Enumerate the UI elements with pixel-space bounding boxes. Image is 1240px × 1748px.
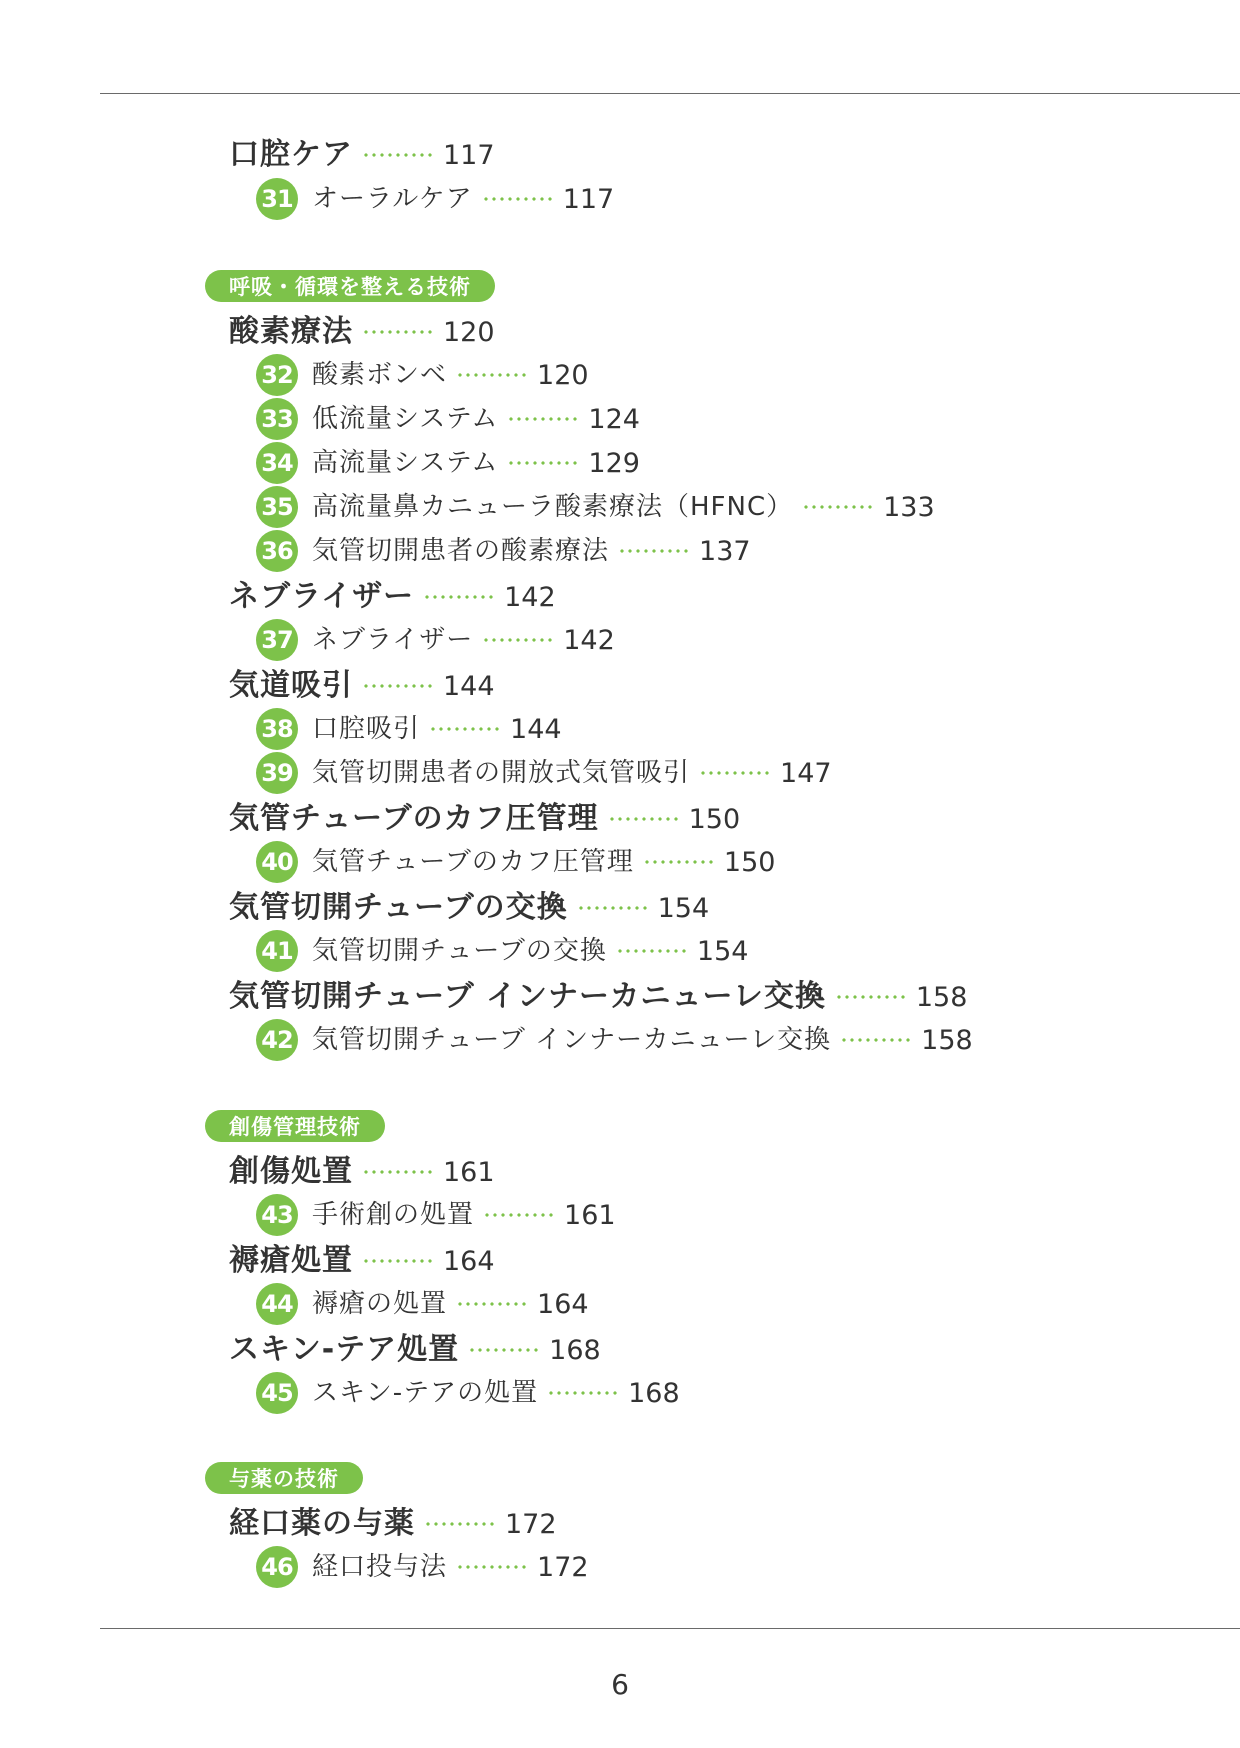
toc-item[interactable] [256, 530, 751, 572]
toc-topic[interactable] [229, 579, 556, 614]
dot-leader [362, 684, 434, 688]
page-ref: 164 [443, 1245, 495, 1277]
dot-leader [616, 949, 688, 953]
page-ref: 144 [510, 713, 562, 745]
topic-label: 気管切開チューブの交換 [229, 890, 568, 925]
page-ref: 124 [588, 403, 640, 435]
toc-item[interactable] [256, 752, 832, 794]
item-label: 高流量システム [312, 448, 499, 478]
page-ref: 161 [443, 1156, 495, 1188]
dot-leader [456, 1302, 528, 1306]
dot-leader [547, 1391, 619, 1395]
section-heading-medication: 与薬の技術 [205, 1462, 363, 1494]
page-ref: 142 [504, 581, 556, 613]
topic-label: 口腔ケア [229, 137, 353, 172]
item-number-badge: 37 [256, 619, 298, 661]
dot-leader [699, 771, 771, 775]
item-number-badge: 41 [256, 930, 298, 972]
toc-item[interactable] [256, 1194, 616, 1236]
toc-item[interactable] [256, 1019, 973, 1061]
dot-leader [482, 197, 554, 201]
page-ref: 120 [537, 359, 589, 391]
page-ref: 144 [443, 670, 495, 702]
dot-leader [362, 1170, 434, 1174]
dot-leader [456, 373, 528, 377]
item-label: 気管切開チューブ インナーカニューレ交換 [312, 1025, 832, 1055]
dot-leader [362, 1259, 434, 1263]
item-label: 口腔吸引 [312, 714, 421, 744]
page-ref: 161 [564, 1199, 616, 1231]
topic-label: スキン-テア処置 [229, 1332, 460, 1367]
item-number-badge: 45 [256, 1372, 298, 1414]
item-number-badge: 43 [256, 1194, 298, 1236]
dot-leader [429, 727, 501, 731]
page-ref: 168 [549, 1334, 601, 1366]
item-number-badge: 40 [256, 841, 298, 883]
item-label: 低流量システム [312, 404, 499, 434]
item-number-badge: 31 [256, 178, 298, 220]
dot-leader [507, 417, 579, 421]
topic-label: 創傷処置 [229, 1154, 353, 1189]
item-label: 高流量鼻カニューラ酸素療法（HFNC） [312, 492, 794, 522]
dot-leader [577, 906, 649, 910]
section-heading-respiration: 呼吸・循環を整える技術 [205, 270, 495, 302]
toc-topic[interactable] [229, 1154, 495, 1189]
page-ref: 154 [657, 892, 710, 924]
page-ref: 158 [921, 1024, 973, 1056]
page-ref: 147 [780, 757, 832, 789]
toc-item[interactable] [256, 1283, 589, 1325]
topic-label: 酸素療法 [229, 314, 353, 349]
page-ref: 164 [537, 1288, 589, 1320]
item-number-badge: 32 [256, 354, 298, 396]
page-ref: 150 [688, 803, 741, 835]
item-label: スキン-テアの処置 [312, 1378, 539, 1408]
page-ref: 129 [588, 447, 640, 479]
section-heading-wound-care: 創傷管理技術 [205, 1110, 385, 1142]
dot-leader [456, 1565, 528, 1569]
item-label: 酸素ボンベ [312, 360, 448, 390]
topic-label: 気管切開チューブ インナーカニューレ交換 [229, 979, 826, 1014]
dot-leader [362, 153, 434, 157]
dot-leader [483, 1213, 555, 1217]
page-ref: 154 [696, 935, 749, 967]
item-number-badge: 46 [256, 1546, 298, 1588]
toc-topic[interactable] [229, 979, 968, 1014]
item-number-badge: 36 [256, 530, 298, 572]
dot-leader [507, 461, 579, 465]
item-number-badge: 42 [256, 1019, 298, 1061]
toc-item[interactable] [256, 442, 640, 484]
page-ref: 133 [883, 491, 935, 523]
dot-leader [643, 860, 715, 864]
dot-leader [835, 995, 907, 999]
item-label: 気管チューブのカフ圧管理 [312, 847, 634, 877]
topic-label: 経口薬の与薬 [229, 1506, 415, 1541]
page-ref: 117 [443, 139, 495, 171]
item-label: 気管切開患者の開放式気管吸引 [312, 758, 691, 788]
item-number-badge: 34 [256, 442, 298, 484]
item-number-badge: 33 [256, 398, 298, 440]
toc-topic[interactable] [229, 1243, 495, 1278]
page-ref: 142 [563, 624, 615, 656]
page-number: 6 [611, 1668, 629, 1701]
toc-topic[interactable] [229, 890, 710, 925]
dot-leader [618, 549, 690, 553]
dot-leader [423, 595, 495, 599]
page-ref: 120 [443, 316, 495, 348]
dot-leader [482, 638, 554, 642]
toc-item[interactable] [256, 486, 935, 528]
toc-item[interactable] [256, 398, 640, 440]
page-ref: 172 [505, 1508, 557, 1540]
toc-topic[interactable] [229, 314, 495, 349]
page-ref: 117 [562, 183, 615, 215]
item-number-badge: 35 [256, 486, 298, 528]
item-label: 褥瘡の処置 [312, 1289, 448, 1319]
toc-topic[interactable] [229, 137, 495, 172]
page-ref: 150 [723, 846, 776, 878]
dot-leader [840, 1038, 912, 1042]
page-ref: 172 [537, 1551, 589, 1583]
page-ref: 137 [699, 535, 751, 567]
item-label: 気管切開患者の酸素療法 [312, 536, 610, 566]
item-number-badge: 38 [256, 708, 298, 750]
item-label: ネブライザー [312, 625, 474, 655]
top-rule [100, 93, 1240, 94]
page-ref: 158 [915, 981, 968, 1013]
topic-label: ネブライザー [229, 579, 415, 614]
bottom-rule [100, 1628, 1240, 1629]
page-ref: 168 [628, 1377, 680, 1409]
dot-leader [608, 817, 680, 821]
toc-item[interactable] [256, 1546, 589, 1588]
toc-topic[interactable] [229, 1506, 557, 1541]
dot-leader [424, 1522, 496, 1526]
dot-leader [362, 330, 434, 334]
toc-item[interactable] [256, 354, 589, 396]
dot-leader [468, 1348, 540, 1352]
toc-item[interactable] [256, 841, 775, 883]
topic-label: 気道吸引 [229, 668, 353, 703]
toc-item[interactable] [256, 930, 748, 972]
topic-label: 気管チューブのカフ圧管理 [229, 801, 599, 836]
item-label: オーラルケア [312, 184, 473, 214]
toc-item[interactable] [256, 178, 614, 220]
item-number-badge: 39 [256, 752, 298, 794]
toc-topic[interactable] [229, 1332, 601, 1367]
topic-label: 褥瘡処置 [229, 1243, 353, 1278]
item-number-badge: 44 [256, 1283, 298, 1325]
item-label: 経口投与法 [312, 1552, 448, 1582]
item-label: 気管切開チューブの交換 [312, 936, 607, 966]
dot-leader [802, 505, 874, 509]
toc-topic[interactable] [229, 801, 741, 836]
toc-topic[interactable] [229, 668, 495, 703]
toc-item[interactable] [256, 1372, 680, 1414]
item-label: 手術創の処置 [312, 1200, 475, 1230]
toc-item[interactable] [256, 708, 562, 750]
toc-item[interactable] [256, 619, 615, 661]
